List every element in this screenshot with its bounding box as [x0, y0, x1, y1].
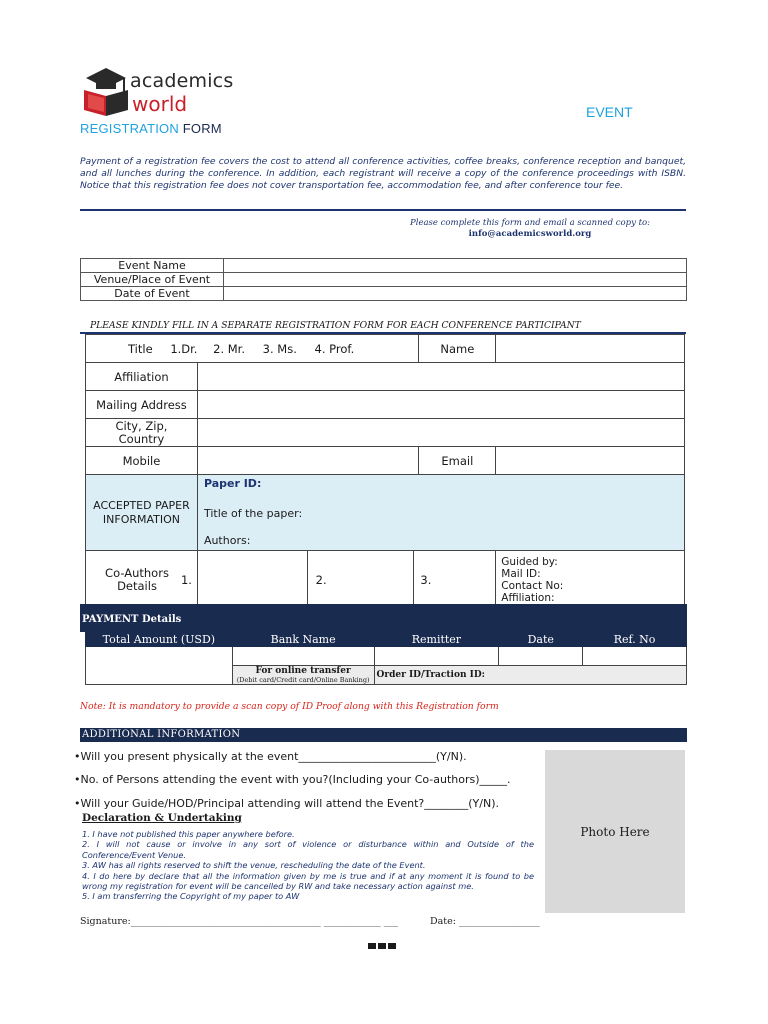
- page-marker-block: [368, 943, 376, 949]
- table-row: [81, 259, 687, 273]
- question-guide-attending[interactable]: •Will your Guide/HOD/Principal attending will attend the Event?________(Y/N).: [74, 797, 499, 810]
- accepted-paper-label: ACCEPTED PAPER INFORMATION: [86, 475, 198, 551]
- coauthor-1-field[interactable]: [197, 551, 307, 609]
- venue-field[interactable]: [224, 273, 687, 287]
- payment-title: PAYMENT Details: [82, 614, 182, 625]
- coauthor-number-3: 3.: [420, 572, 432, 587]
- date-header: Date: [499, 632, 583, 647]
- mobile-label: Mobile: [86, 447, 198, 475]
- id-proof-note: Note: It is mandatory to provide a scan copy of ID Proof along with this Registration form: [80, 701, 499, 712]
- table-row: [86, 419, 685, 447]
- city-zip-country-field[interactable]: [197, 419, 684, 447]
- title-option-ms[interactable]: 3. Ms.: [262, 341, 297, 356]
- declaration-item-1: 1. I have not published this paper anywhere before.: [82, 829, 295, 839]
- title-option-prof[interactable]: 4. Prof.: [314, 341, 355, 356]
- date-line[interactable]: Date: _________________: [430, 916, 540, 927]
- event-name-label: Event Name: [81, 259, 224, 273]
- event-details-table: [80, 258, 687, 301]
- table-row: [81, 273, 687, 287]
- affiliation-field[interactable]: [197, 363, 684, 391]
- online-transfer-cell: [232, 666, 374, 685]
- contact-email[interactable]: info@academicsworld.org: [468, 229, 592, 239]
- payment-date-field[interactable]: [499, 647, 583, 666]
- coauthors-label-cell: [86, 551, 198, 609]
- email-field[interactable]: [496, 447, 685, 475]
- total-amount-header: Total Amount (USD): [86, 632, 233, 647]
- order-id-label: Order ID/Traction ID:: [376, 670, 485, 680]
- coauthors-label: Co-Authors Details: [105, 565, 169, 593]
- table-row: [86, 363, 685, 391]
- event-date-label: Date of Event: [81, 287, 224, 301]
- mailing-address-field[interactable]: [197, 391, 684, 419]
- table-row: [86, 391, 685, 419]
- separate-form-note: PLEASE KINDLY FILL IN A SEPARATE REGISTRATION FORM FOR EACH CONFERENCE PARTICIPANT: [90, 320, 581, 331]
- table-row: [86, 447, 685, 475]
- declaration-item-4: 4. I do here by declare that all the information given by me is true and if at any moment it is found to be wrong my registration for event will be cancelled by RW and take necessary action against me.: [82, 870, 534, 892]
- total-amount-field[interactable]: [86, 647, 233, 685]
- question-persons-attending[interactable]: •No. of Persons attending the event with you?(Including your Co-authors)_____.: [74, 773, 511, 786]
- participant-table: [85, 334, 685, 609]
- question-present-physically[interactable]: •Will you present physically at the event_________________________(Y/N).: [74, 750, 467, 763]
- online-transfer-label: For online transfer: [255, 665, 351, 676]
- coauthor-3-field[interactable]: [414, 551, 496, 609]
- guide-affiliation-label: Affiliation:: [501, 591, 555, 604]
- complete-form-note: [330, 218, 730, 240]
- intro-paragraph: Payment of a registration fee covers the cost to attend all conference activities, coffee breaks, conference reception and banquet, and all lunches during the conference. In addition, each registrant will receive a copy of the conference proceedings with ISBN. Notice that this registration fee does not cover transportation fee, accommodation fee, and after conference tour fee.: [80, 156, 686, 191]
- title-option-mr[interactable]: 2. Mr.: [213, 341, 246, 356]
- title-options-cell: [86, 335, 419, 363]
- bank-name-field[interactable]: [232, 647, 374, 666]
- venue-label: Venue/Place of Event: [81, 273, 224, 287]
- remitter-field[interactable]: [374, 647, 499, 666]
- page-marker-block: [388, 943, 396, 949]
- declaration-item-5: 5. I am transferring the Copyright of my paper to AW: [82, 891, 300, 902]
- paper-id-label: Paper ID:: [203, 477, 262, 490]
- ref-no-field[interactable]: [583, 647, 687, 666]
- additional-info-title: ADDITIONAL INFORMATION: [82, 729, 241, 740]
- mobile-field[interactable]: [197, 447, 418, 475]
- online-transfer-methods: (Debit card/Credit card/Online Banking): [236, 675, 370, 684]
- mail-id-label: Mail ID:: [501, 567, 541, 580]
- form-title-form: FORM: [182, 121, 222, 136]
- signature-line[interactable]: Signature:________________________________________ ____________ ___: [80, 916, 398, 927]
- coauthor-number-2: 2.: [315, 572, 327, 587]
- table-row: [86, 551, 685, 609]
- table-row: [86, 335, 685, 363]
- ref-no-header: Ref. No: [583, 632, 687, 647]
- name-label: Name: [419, 335, 496, 363]
- event-name-field[interactable]: [224, 259, 687, 273]
- mailing-address-label: Mailing Address: [86, 391, 198, 419]
- graduation-cap-book-icon: [80, 64, 132, 122]
- divider: [80, 209, 686, 211]
- declaration-list: [82, 829, 534, 902]
- table-row: [81, 287, 687, 301]
- academics-world-logo: [80, 62, 234, 122]
- event-date-field[interactable]: [224, 287, 687, 301]
- photo-placeholder[interactable]: Photo Here: [545, 750, 685, 913]
- table-row: [86, 647, 687, 666]
- logo-text-world: world: [132, 92, 188, 116]
- payment-table: [85, 631, 687, 685]
- logo-text-academics: academics: [130, 70, 234, 92]
- city-zip-country-label: City, Zip, Country: [86, 419, 198, 447]
- affiliation-label: Affiliation: [86, 363, 198, 391]
- paper-info-cell[interactable]: [197, 475, 684, 551]
- name-field[interactable]: [496, 335, 685, 363]
- event-label: EVENT: [586, 104, 633, 120]
- declaration-title: Declaration & Undertaking: [82, 812, 242, 824]
- coauthor-2-field[interactable]: [307, 551, 414, 609]
- guided-by-cell[interactable]: [496, 551, 685, 609]
- email-label: Email: [419, 447, 496, 475]
- bank-name-header: Bank Name: [232, 632, 374, 647]
- table-row: [86, 475, 685, 551]
- guided-by-label: Guided by:: [501, 555, 558, 568]
- form-title-registration: REGISTRATION: [80, 121, 179, 136]
- title-option-dr[interactable]: 1.Dr.: [170, 341, 198, 356]
- page-marker: [368, 943, 396, 949]
- page-marker-block: [378, 943, 386, 949]
- title-label: Title: [128, 341, 153, 356]
- paper-info: [198, 475, 684, 550]
- declaration-item-2: 2. I will not cause or involve in any sort of violence or disturbance within and Outside of the Conference/Event Venue.: [82, 839, 534, 860]
- paper-title-label: Title of the paper:: [203, 507, 303, 520]
- payment-header-row: [86, 632, 687, 647]
- remitter-header: Remitter: [374, 632, 499, 647]
- declaration-item-3: 3. AW has all rights reserved to shift the venue, rescheduling the date of the Event.: [82, 860, 426, 871]
- order-id-cell[interactable]: [374, 666, 687, 685]
- form-title: [80, 121, 222, 136]
- coauthor-number-1: 1.: [180, 573, 192, 587]
- complete-form-text: Please complete this form and email a scanned copy to:: [410, 218, 650, 228]
- authors-label: Authors:: [203, 534, 251, 547]
- contact-no-label: Contact No:: [501, 579, 564, 592]
